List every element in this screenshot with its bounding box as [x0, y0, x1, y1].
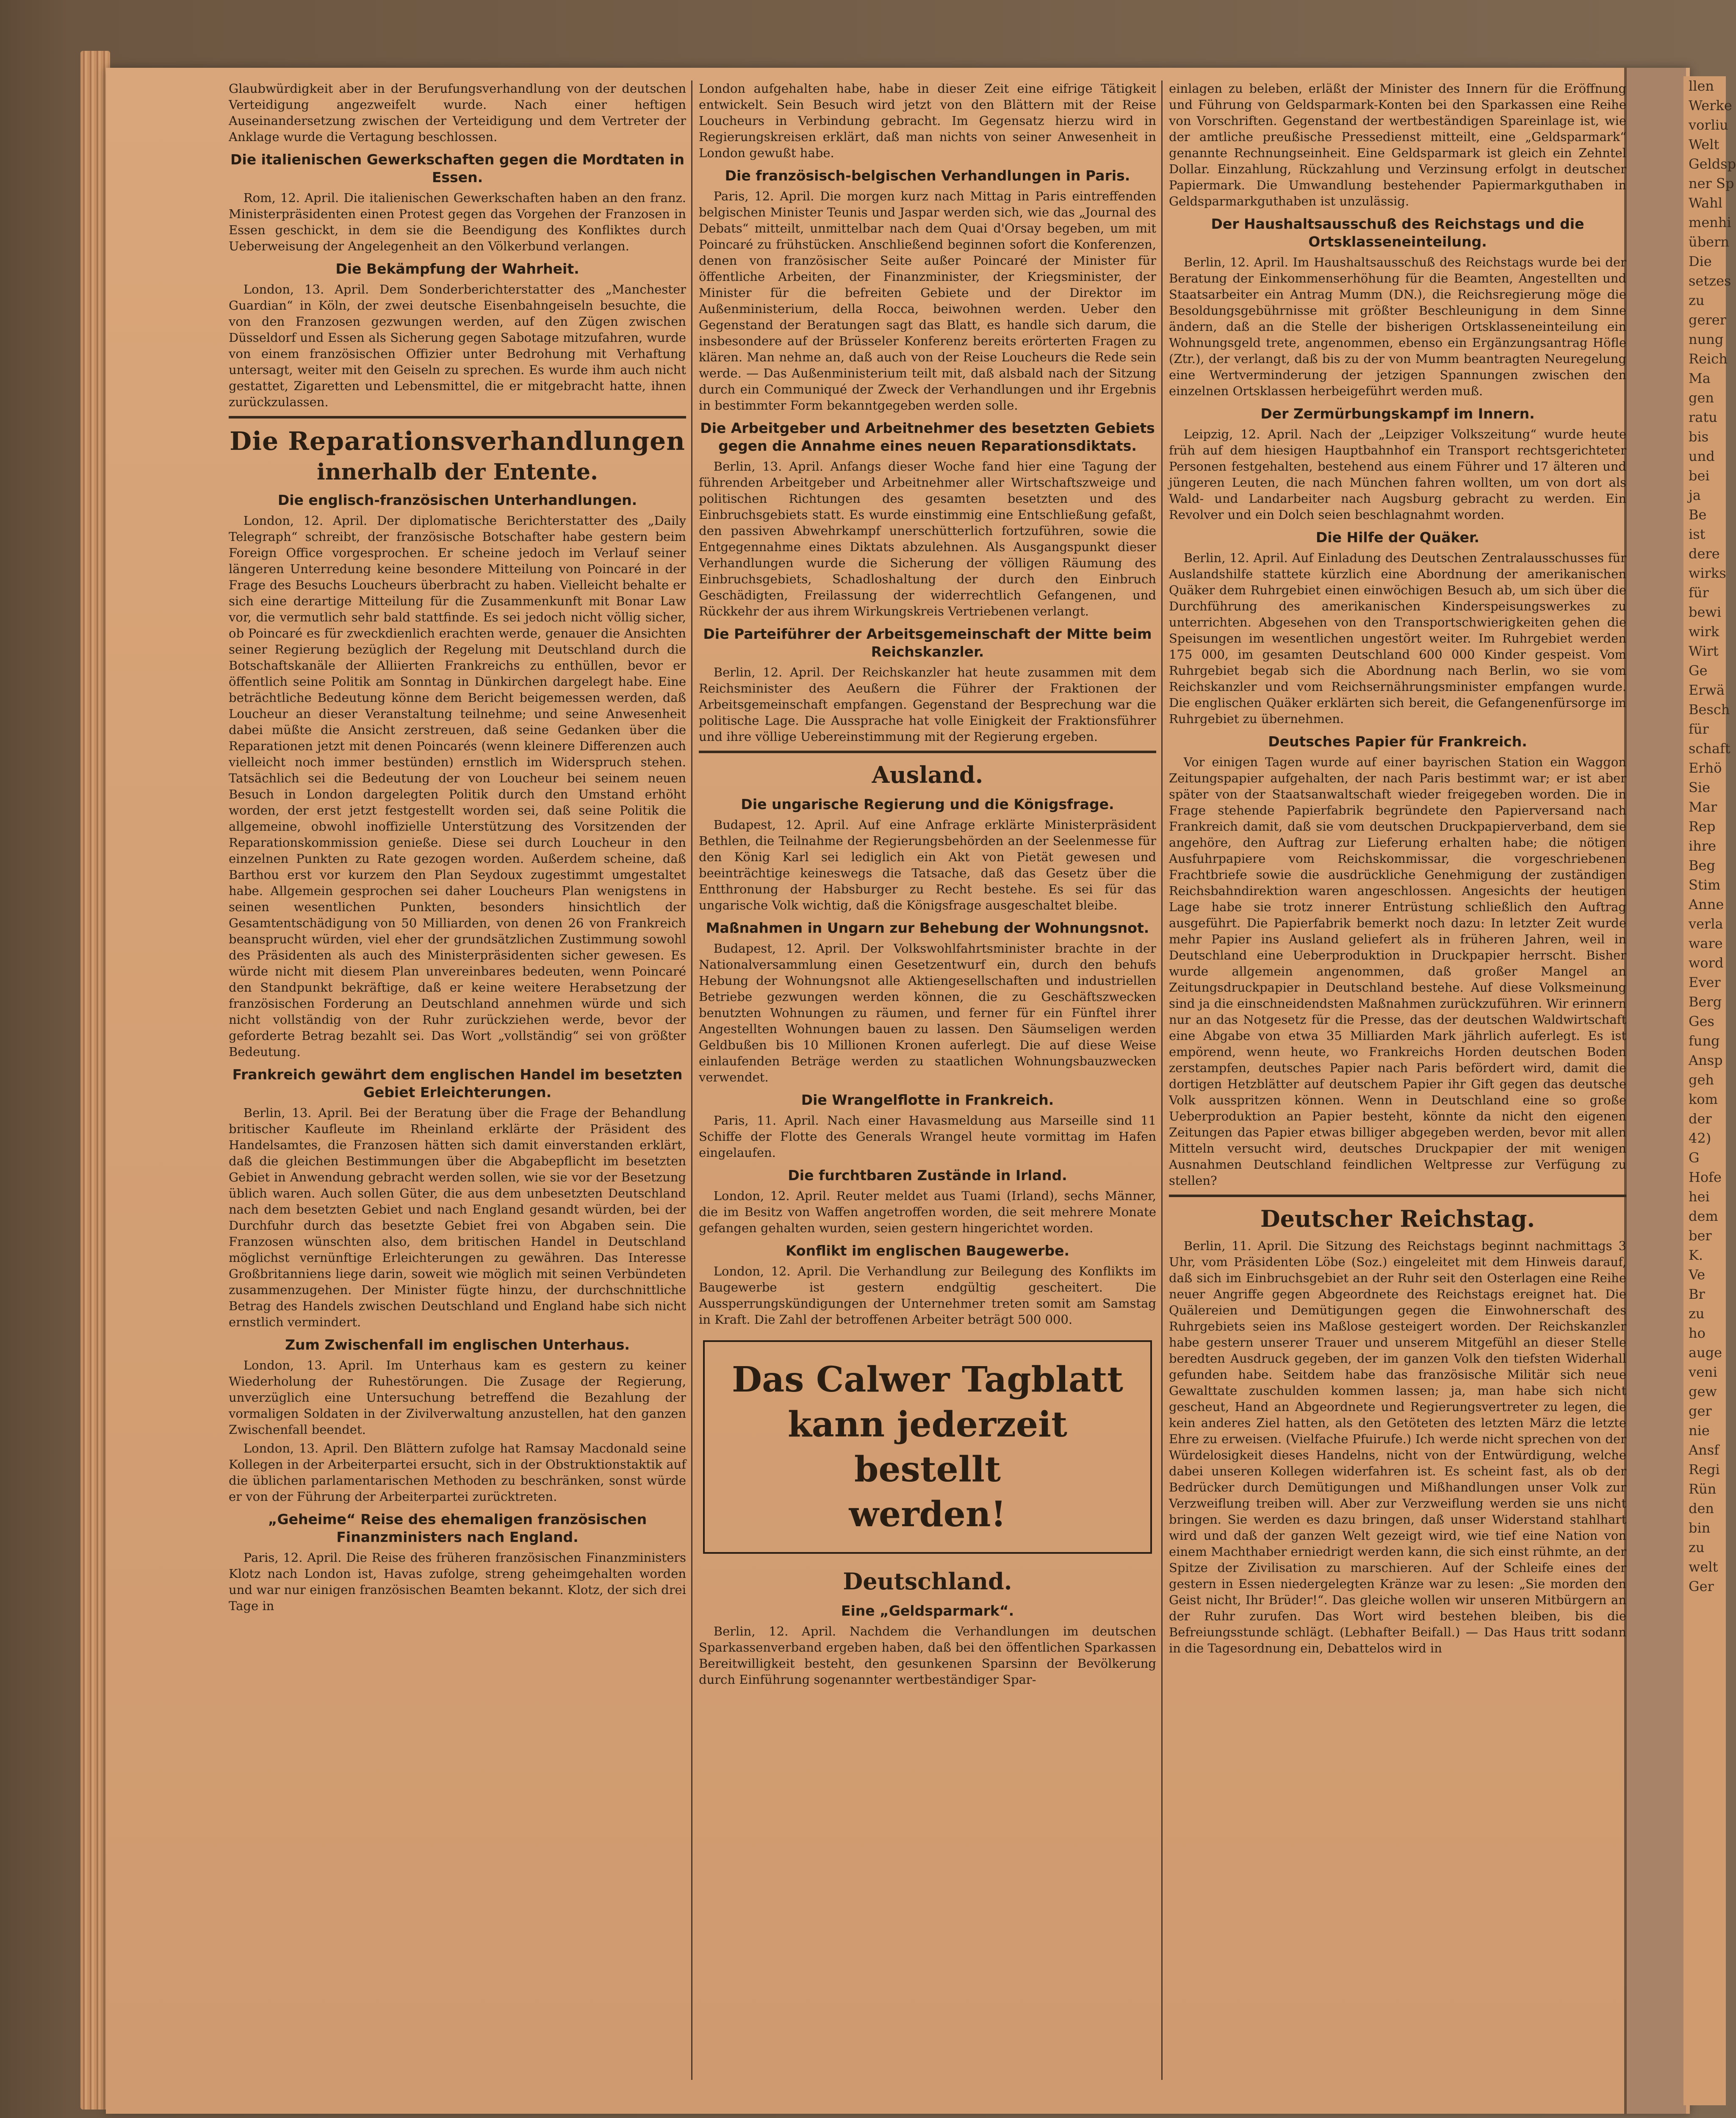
adjacent-page-word: ihre: [1689, 838, 1717, 854]
adjacent-page-word: ist: [1689, 526, 1706, 542]
article-text: Rom, 12. April. Die italienischen Gewerkschaften haben an den franz. Ministerpräsidenten einen Protest gegen das Vorgehen der Franzosen in Essen geschickt, in dem sie die Beendigung des Konfliktes durch Ueberweisung der Angelegenheit an den Völkerbund verlangen.: [229, 191, 686, 253]
headline: „Geheime“ Reise des ehemaligen französischen Finanzministers nach England.: [268, 1511, 647, 1545]
article-text: London, 12. April. Die Verhandlung zur Beilegung des Konflikts im Baugewerbe ist gestern endgültig gescheitert. Die Aussperrungskündigungen der Unternehmer treten somit am Samstag in Kraft. Die Zahl der betroffenen Arbeiter beträgt 500 000.: [699, 1264, 1156, 1327]
adjacent-page-word: zu: [1689, 292, 1705, 308]
adjacent-page-word: verla: [1689, 916, 1723, 932]
adjacent-page-word: Ansf: [1689, 1442, 1719, 1458]
adjacent-page-word: Hofe: [1689, 1169, 1722, 1185]
adjacent-page-word: zu: [1689, 1539, 1705, 1555]
article-text: Glaubwürdigkeit aber in der Berufungsverhandlung von der deutschen Verteidigung angezweifelt wurde. Nach einer heftigen Auseinandersetzung zwischen der Verteidigung und dem Vertreter der Anklage wurde die Vertagung beschlossen.: [229, 81, 686, 144]
headline: Der Zermürbungskampf im Innern.: [1260, 405, 1535, 422]
adjacent-page-word: Wirt: [1689, 643, 1719, 659]
article-text: Berlin, 12. April. Der Reichskanzler hat heute zusammen mit dem Reichsminister des Aeußern die Führer der Fraktionen der Arbeitsgemeinschaft empfangen. Gegenstand der Besprechung war die politische Lage. Die Aussprache hat volle Einigkeit der Fraktionsführer und ihre völlige Uebereinstimmung mit der Regierung ergeben.: [699, 665, 1156, 744]
article-text: Vor einigen Tagen wurde auf einer bayrischen Station ein Waggon Zeitungspapier aufgehalten, der nach Paris bestimmt war; er ist aber später von der Staatsanwaltschaft wieder freigegeben worden. Die in Frage stehende Papierfabrik begründete den Papierversand nach Frankreich damit, daß sie vom deutschen Druckpapierverband, dem sie angehöre, den Auftrag zur Lieferung erhalten habe; die nötigen Ausfuhrpapiere vom Reichskommissar, die vorgeschriebenen Frachtbriefe sowie die ausdrückliche Genehmigung der zuständigen Reichsbahndirektion waren angeschlossen. Angesichts der heutigen Lage habe sie trotz innerer Entrüstung schließlich den Auftrag ausgeführt. Die Papierfabrik bemerkt noch dazu: In letzter Zeit wurde mehr Papier ins Ausland geliefert als in früheren Jahren, weil in Deutschland eine Ueberproduktion in Druckpapier herrscht. Bisher wurde allgemein angenommen, daß großer Mangel an Zeitungsdruckpapier in Deutschland bestehe. Auf diese Volksmeinung sind ja die einschneidendsten Maßnahmen zurückzuführen. Wir erinnern nur an das Notgesetz für die Presse, das der deutschen Waldwirtschaft eine Abgabe von etwa 35 Milliarden Mark jährlich auferlegt. Es ist empörend, wenn heute, wo Frankreichs Horden deutschen Boden zerstampfen, deutsches Papier nach Paris befördert wird, damit die dortigen Hetzblätter auf deutschem Papier ihr Gift gegen das deutsche Volk ausspritzen können. Wenn in Deutschland eine so große Ueberproduktion an Papier besteht, könnte da nicht den eigenen Zeitungen das Papier etwas billiger abgegeben werden, bevor mit allen Mitteln versucht wird, deutsches Druckpapier der mit wenigen Ausnahmen Deutschland feindlichen Weltpresse zur Verfügung zu stellen?: [1169, 755, 1626, 1188]
adjacent-page-word: Ve: [1689, 1267, 1706, 1283]
adjacent-page-word: bewi: [1689, 604, 1722, 620]
adjacent-page-word: veni: [1689, 1364, 1717, 1380]
adjacent-page-text: [1683, 76, 1736, 1596]
adjacent-page-word: und: [1689, 448, 1715, 464]
adjacent-page-word: Besch: [1689, 701, 1730, 718]
adjacent-page-word: Beg: [1689, 857, 1715, 873]
subscription-advertisement: [703, 1340, 1152, 1554]
adjacent-page-word: vorliu: [1689, 117, 1728, 133]
adjacent-page-word: kom: [1689, 1091, 1718, 1107]
adjacent-page-word: Be: [1689, 507, 1707, 523]
adjacent-page-word: gerer: [1689, 312, 1726, 328]
adjacent-page-word: ho: [1689, 1325, 1706, 1341]
section-divider: [699, 751, 1156, 753]
article-text: Berlin, 12. April. Auf Einladung des Deutschen Zentralausschusses für Auslandshilfe stattete kürzlich eine Abordnung der amerikanischen Quäker dem Ruhrgebiet einen einwöchigen Besuch ab, um sich über die Durchführung des amerikanischen Kinderspeisungswerkes zu unterrichten. Abgesehen von den Transportschwierigkeiten gehen die Speisungen im wesentlichen ungestört weiter. Im Ruhrgebiet werden 175 000, im gesamten Deutschland 600 000 Kinder gespeist. Vom Ruhrgebiet begab sich die Abordnung nach Berlin, wo sie vom Reichskanzler und vom Reichsernährungsminister empfangen wurde. Die englischen Quäker erklärten sich bereit, die Gefangenenfürsorge im Ruhrgebiet zu übernehmen.: [1169, 551, 1626, 726]
adjacent-page-word: Berg: [1689, 994, 1722, 1010]
article-text: Paris, 11. April. Nach einer Havasmeldung aus Marseille sind 11 Schiffe der Flotte des Generals Wrangel heute vormittag im Hafen eingelaufen.: [699, 1113, 1156, 1160]
department-title-ausland: Ausland.: [872, 761, 983, 788]
adjacent-page-word: ratu: [1689, 409, 1717, 425]
adjacent-page-word: Ger: [1689, 1578, 1714, 1594]
article-text: Berlin, 13. April. Bei der Beratung über die Frage der Behandlung britischer Kaufleute im Rheinland erklärte der Präsident des Handelsamtes, die Franzosen hätten sich damit einverstanden erklärt, daß die gleichen Bestimmungen über die Abgabepflicht im besetzten Gebiet in Anwendung gebracht werden sollen, wie sie vor der Besetzung üblich waren. Auch sollen Güter, die aus dem unbesetzten Deutschland nach dem besetzten Gebiet und nach England gesandt würden, bei der Durchfuhr durch das besetzte Gebiet frei von Abgaben sein. Die Franzosen wünschten also, dem britischen Handel in Deutschland möglichst vernünftige Erleichterungen zu gewähren. Das Interesse Großbritanniens liege darin, soweit wie möglich mit seinen Verbündeten zusammenzugehen. Der Minister fügte hinzu, der durchschnittliche Betrag des Handels zwischen Deutschland und England habe sich nicht ernstlich vermindert.: [229, 1106, 686, 1329]
adjacent-page-word: Rep: [1689, 818, 1716, 834]
adjacent-page-word: ber: [1689, 1228, 1712, 1244]
adjacent-page-word: übern: [1689, 234, 1729, 250]
adjacent-page-word: Welt: [1689, 136, 1719, 152]
adjacent-page-word: wirks: [1689, 565, 1726, 581]
adjacent-page-word: Regi: [1689, 1461, 1720, 1478]
adjacent-page-word: Sie: [1689, 779, 1711, 796]
adjacent-page-word: Ever: [1689, 974, 1721, 990]
article-text: London aufgehalten habe, habe in dieser Zeit eine eifrige Tätigkeit entwickelt. Sein Besuch wird jetzt von den Blättern mit der Reise Loucheurs in Verbindung gebracht. Im Gegensatz hierzu wird in Regierungskreisen erklärt, daß man nichts von seiner Anwesenheit in London gewußt habe.: [699, 81, 1156, 160]
article-text: London, 12. April. Der diplomatische Berichterstatter des „Daily Telegraph“ schreibt, der französische Botschafter habe gestern beim Foreign Office vorgesprochen. Er scheine jedoch im Verlauf seiner längeren Unterredung keine besondere Mitteilung von Poincaré in der Frage des Besuchs Loucheurs überbracht zu haben. Vielleicht behalte er sich eine derartige Mitteilung für die Zusammenkunft mit Bonar Law vor, die vermutlich sehr bald stattfinde. Es sei jedoch nicht völlig sicher, ob Poincaré es für zweckdienlich erachten werde, genauer die Ansichten seiner Regierung bezüglich der Regelung mit Deutschland durch die Botschaftskanäle der Alliierten Frankreichs zu enthüllen, bevor er öffentlich seine Politik am Sonntag in Dünkirchen dargelegt habe. Eine beträchtliche Bedeutung könne dem Bericht beigemessen werden, daß Loucheur an dieser Veranstaltung teilnehme; und seine Anwesenheit dabei müßte die Ansicht zerstreuen, daß seine Gedanken über die Reparationen jetzt mit denen Poincarés (wenn kleinere Differenzen auch vielleicht noch immer bestünden) ernstlich im Widerspruch stehen. Tatsächlich sei die Bedeutung der von Loucheur bei seinem neuen Besuch in London dargelegten Politik durch den Umstand erhöht worden, der erst jetzt festgestellt worden sei, daß seine Politik die allgemeine, obwohl inoffizielle Unterstützung des Vorsitzenden der Reparationskommission genieße. Diese sei durch Loucheur in den einzelnen Punkten zu Rate gezogen worden. Außerdem scheine, daß Barthou erst vor kurzem den Plan Seydoux zugestimmt umgestaltet habe. Allgemein gesprochen sei daher Loucheurs Plan wenigstens in seinen wesentlichen Punkten, besonders hinsichtlich der Gesamtentschädigung von 50 Milliarden, von denen 26 von Frankreich beansprucht würden, viel eher der grundsätzlichen Zustimmung sowohl des Präsidenten als auch des Ministerpräsidenten sicher gewesen. Es würde nicht mit diesem Plan unvereinbares bedeuten, wenn Poincaré den Standpunkt bekräftige, daß er keine weitere Herabsetzung der französischen Forderung an Deutschland annehmen würde und sich nicht vollständig von der Ruhr zurückziehen werde, bevor der geforderte Betrag bezahlt sei. Das Wort „vollständig“ sei von größter Bedeutung.: [229, 513, 686, 1059]
adjacent-page-word: ger: [1689, 1403, 1712, 1419]
adjacent-page-word: Ansp: [1689, 1052, 1723, 1068]
section-subtitle: innerhalb der Entente.: [316, 459, 598, 485]
adjacent-page-word: wirk: [1689, 624, 1719, 640]
adjacent-page-word: Anne: [1689, 896, 1724, 912]
adjacent-page-word: Geldsp: [1689, 156, 1736, 172]
adjacent-page-word: Reich: [1689, 351, 1728, 367]
section-divider: [1169, 1195, 1626, 1197]
article-text: London, 13. April. Dem Sonderberichterstatter des „Manchester Guardian“ in Köln, der zwei deutsche Eisenbahngeiseln besuchte, die von den Franzosen gezwungen werden, auf den Zügen zwischen Düsseldorf und Essen als Sicherung gegen Sabotage mitzufahren, wurde von einem französischen Offizier unter Bedrohung mit Verhaftung untersagt, weiter mit den Geiseln zu sprechen. Es wurde ihm auch nicht gestattet, Zigaretten und Lebensmittel, die er mitgebracht hatte, ihnen zurückzulassen.: [229, 282, 686, 409]
article-text: London, 13. April. Im Unterhaus kam es gestern zu keiner Wiederholung der Ruhestörungen. Die Zusage der Regierung, unverzüglich eine Untersuchung betreffend die Bezahlung der vormaligen Soldaten in der Zivilverwaltung anzustellen, hat den ganzen Zwischenfall beendet.: [229, 1358, 686, 1437]
column-2: [699, 80, 1156, 2080]
adjacent-page-fragment: [1683, 76, 1736, 2105]
adjacent-page-word: ner Sp: [1689, 175, 1734, 191]
adjacent-page-word: Stim: [1689, 877, 1721, 893]
headline: Zum Zwischenfall im englischen Unterhaus.: [285, 1336, 630, 1353]
adjacent-page-word: setzes: [1689, 273, 1731, 289]
adjacent-page-word: Rün: [1689, 1481, 1717, 1497]
adjacent-page-word: Ges: [1689, 1013, 1714, 1029]
headline: Die Parteiführer der Arbeitsgemeinschaft der Mitte beim Reichskanzler.: [703, 626, 1152, 660]
adjacent-page-word: gen: [1689, 390, 1714, 406]
headline: Die italienischen Gewerkschaften gegen die Mordtaten in Essen.: [230, 151, 684, 186]
headline: Konflikt im englischen Baugewerbe.: [785, 1242, 1070, 1259]
article-text: Budapest, 12. April. Der Volkswohlfahrtsminister brachte in der Nationalversammlung einen Gesetzentwurf ein, durch den behufs Hebung der Wohnungsnot alle Aktiengesellschaften und industriellen Betriebe gezwungen werden können, die zu Geschäftszwecken benutzten Wohnungen zu räumen, und ferner für ein Fünftel ihrer Angestellten Wohnungen bauen zu lassen. Den Säumseligen werden Geldbußen bis 10 Millionen Kronen auferlegt. Die auf diese Weise einlaufenden Beträge werden zu staatlichen Wohnungsbauzwecken verwendet.: [699, 941, 1156, 1084]
adjacent-page-word: für: [1689, 721, 1709, 737]
adjacent-page-word: fung: [1689, 1033, 1720, 1049]
adjacent-page-word: der: [1689, 1111, 1712, 1127]
article-text: London, 13. April. Den Blättern zufolge hat Ramsay Macdonald seine Kollegen in der Arbeiterpartei ersucht, sich in der Obstruktionstaktik auf die üblichen parlamentarischen Methoden zu beschränken, sonst würde er von der Führung der Arbeiterpartei zurücktreten.: [229, 1441, 686, 1504]
adjacent-page-word: Ma: [1689, 370, 1711, 386]
headline: Eine „Geldsparmark“.: [841, 1602, 1014, 1619]
adjacent-page-word: bin: [1689, 1520, 1711, 1536]
section-title: Die Reparationsverhandlungen: [230, 427, 685, 456]
ad-line: werden!: [849, 1494, 1006, 1535]
article-text: Berlin, 12. April. Nachdem die Verhandlungen im deutschen Sparkassenverband ergeben haben, daß bei den öffentlichen Sparkassen Bereitwilligkeit besteht, den gesunkenen Sparsinn der Bevölkerung durch Einführung sogenannter wertbeständiger Spar-: [699, 1624, 1156, 1687]
adjacent-page-word: nie: [1689, 1422, 1710, 1439]
adjacent-page-word: menhi: [1689, 214, 1731, 230]
adjacent-page-word: für: [1689, 585, 1709, 601]
adjacent-page-word: schaft: [1689, 740, 1730, 757]
section-divider: [229, 416, 686, 419]
adjacent-page-word: den: [1689, 1500, 1714, 1516]
adjacent-page-word: llen: [1689, 78, 1714, 94]
adjacent-page-word: Erwä: [1689, 682, 1725, 698]
book-binding: [1624, 68, 1686, 2114]
adjacent-page-word: bis: [1689, 429, 1709, 445]
adjacent-page-word: Die: [1689, 253, 1712, 269]
headline: Die furchtbaren Zustände in Irland.: [788, 1167, 1067, 1184]
article-text: London, 12. April. Reuter meldet aus Tuami (Irland), sechs Männer, die im Besitz von Waffen angetroffen worden, die seit mehrere Monate gefangen gehalten wurden, seien gestern hingerichtet worden.: [699, 1189, 1156, 1235]
column-3: [1169, 80, 1626, 2080]
adjacent-page-word: ware: [1689, 935, 1723, 951]
article-text: einlagen zu beleben, erläßt der Minister des Innern für die Eröffnung und Führung von Geldsparmark-Konten bei den Sparkassen eine Reihe von Vorschriften. Gegenstand der wertbeständigen Spareinlage ist, wie der amtliche preußische Pressedienst mitteilt, eine „Geldsparmark“ genannte Rechnungseinheit. Eine Geldsparmark ist gleich ein Zehntel Dollar. Einzahlung, Rückzahlung und Verzinsung erfolgt in deutscher Papiermark. Die Umwandlung bestehender Papiermarkguthaben in Geldsparmarkguthaben ist unzulässig.: [1169, 81, 1626, 208]
column-rule-1: [691, 80, 692, 2080]
adjacent-page-word: K.: [1689, 1247, 1703, 1263]
headline: Die ungarische Regierung und die Königsfrage.: [741, 796, 1114, 812]
headline: Die Bekämpfung der Wahrheit.: [335, 261, 579, 277]
adjacent-page-word: 42): [1689, 1130, 1711, 1146]
article-text: Paris, 12. April. Die Reise des früheren französischen Finanzministers Klotz nach London ist, Havas zufolge, streng geheimgehalten worden und war nur einigen französischen Beamten bekannt. Klotz, der sich drei Tage in: [229, 1550, 686, 1613]
headline: Frankreich gewährt dem englischen Handel im besetzten Gebiet Erleichterungen.: [232, 1066, 683, 1101]
article-text: Berlin, 11. April. Die Sitzung des Reichstags beginnt nachmittags 3 Uhr, vom Präsidenten Löbe (Soz.) eingeleitet mit dem Hinweis darauf, daß sich im Einbruchsgebiet an der Ruhr seit den Osterlagen eine Reihe neuer Angriffe gegen Abgeordnete des Reichstags ereignet hat. Die Quälereien und Demütigungen gegen die Einwohnerschaft des Ruhrgebiets seien ins Maßlose gesteigert worden. Der Reichskanzler habe gestern unserer Trauer und unserem Mitgefühl an dieser Stelle beredten Ausdruck gegeben, der im ganzen Volk den tiefsten Widerhall gefunden habe. Seitdem habe das französische Militär sich neue Gewalttate zuschulden kommen lassen; ja, man habe sich nicht gescheut, Hand an Abgeordnete und Regierungsvertreter zu legen, die kein anderes Ziel hatten, als den Getöteten des letzten März die letzte Ehre zu erweisen. (Vielfache Pfuirufe.) Ich werde nicht sprechen von der Würdelosigkeit dieses Handelns, nicht von der Entwürdigung, welche dabei unseren Kollegen widerfahren ist. Es scheint fast, als ob der Bedrücker durch Demütigungen und Mißhandlungen unser Volk zur Verzweiflung treiben will. Aber zur Verzweiflung werden sie uns nicht bringen. Sie werden es dazu bringen, daß unser Widerstand stahlhart wird und daß der ganzen Welt gezeigt wird, wie tief eine Nation von einem Machthaber erniedrigt werden kann, die sich einst rühmte, an der Spitze der Zivilisation zu marschieren. Auf der Schleife eines der gestern in Essen niedergelegten Kränze war zu lesen: „Sie morden den Geist nicht, Ihr Brüder!“. Das gleiche wollen wir unseren Mitbürgern an der Ruhr zurufen. Das Wort wird bestehen bleiben, bis die Befreiungsstunde schlägt. (Lebhafter Beifall.) — Das Haus tritt sodann in die Tagesordnung ein, Debattelos wird in: [1169, 1239, 1626, 1655]
adjacent-page-word: auge: [1689, 1345, 1722, 1361]
headline: Der Haushaltsausschuß des Reichstags und die Ortsklasseneinteilung.: [1211, 216, 1584, 250]
adjacent-page-word: welt: [1689, 1559, 1718, 1575]
adjacent-page-word: gew: [1689, 1383, 1717, 1400]
adjacent-page-word: Br: [1689, 1286, 1705, 1302]
adjacent-page-word: ja: [1689, 487, 1701, 503]
column-1: [229, 80, 686, 2080]
adjacent-page-word: dere: [1689, 546, 1720, 562]
adjacent-page-word: Mar: [1689, 799, 1717, 815]
adjacent-page-word: word: [1689, 955, 1724, 971]
adjacent-page-word: G: [1689, 1150, 1700, 1166]
article-text: Berlin, 12. April. Im Haushaltsausschuß des Reichstags wurde bei der Beratung der Einkommenserhöhung für die Beamten, Angestellten und Staatsarbeiter ein Antrag Mumm (DN.), die Reichsregierung möge die Besoldungsgebührnisse mit größter Beschleunigung in dem Sinne ändern, daß an die Stelle der bisherigen Ortsklasseneinteilung ein Wohnungsgeld trete, angenommen, ebenso ein Ergänzungsantrag Höfle (Ztr.), der verlangt, daß bis zu der von Mumm beantragten Neuregelung eine Wertverminderung der jetzigen Spannungen zwischen den einzelnen Ortsklassen herbeigeführt werden muß.: [1169, 255, 1626, 398]
adjacent-page-word: geh: [1689, 1072, 1714, 1088]
adjacent-page-word: Werke: [1689, 97, 1732, 114]
ad-line: kann jederzeit bestellt: [787, 1404, 1068, 1490]
article-text: Berlin, 13. April. Anfangs dieser Woche fand hier eine Tagung der führenden Arbeitgeber und Arbeitnehmer aller Wirtschaftszweige und politischen Richtungen des gesamten besetzten und des Einbruchsgebiets statt. Es wurde einstimmig eine Entschließung gefaßt, den passiven Abwehrkampf unerschütterlich fortzuführen, sowie die Entgegennahme eines Diktats abzulehnen. Als Ausgangspunkt dieser Verhandlungen wurde die Sicherung der völligen Räumung des Einbruchsgebiets, Schadloshaltung der durch den Einbruch Geschädigten, Freilassung der widerrechtlich Gefangenen, und Rückkehr der aus ihrem Wirkungskreis Vertriebenen verlangt.: [699, 459, 1156, 618]
headline: Deutsches Papier für Frankreich.: [1268, 733, 1527, 750]
headline: Die Wrangelflotte in Frankreich.: [801, 1092, 1054, 1108]
headline: Die englisch-französischen Unterhandlungen.: [277, 492, 637, 508]
article-text: Paris, 12. April. Die morgen kurz nach Mittag in Paris eintreffenden belgischen Minister Teunis und Jaspar werden sich, wie das „Journal des Debats“ mitteilt, unmittelbar nach dem Quai d'Orsay begeben, um mit Poincaré zu frühstücken. Anschließend beginnen sofort die Konferenzen, denen von französischer Seite außer Poincaré der Minister für öffentliche Arbeiten, der Finanzminister, der Kriegsminister, der Minister für die befreiten Gebiete und der Direktor im Außenministerium, della Rocca, beiwohnen werden. Ueber den Gegenstand der Beratungen sagt das Blatt, es handle sich darum, die insbesondere auf der Brüsseler Konferenz bereits erörterten Fragen zu klären. Man nehme an, daß auch von der Reise Loucheurs die Rede sein werde. — Das Außenministerium teilt mit, daß alsbald nach der Sitzung durch ein Communiqué der Zweck der Verhandlungen und ihr Ergebnis in bestimmter Form bekanntgegeben werden solle.: [699, 189, 1156, 413]
headline: Die französisch-belgischen Verhandlungen in Paris.: [725, 167, 1130, 184]
adjacent-page-word: dem: [1689, 1208, 1718, 1224]
department-title-deutschland: Deutschland.: [843, 1568, 1012, 1595]
article-text: Leipzig, 12. April. Nach der „Leipziger Volkszeitung“ wurde heute früh auf dem hiesigen Hauptbahnhof ein Transport rechtsgerichteter Personen festgehalten, bestehend aus einem Führer und 17 älteren und jüngeren Leuten, die nach München fahren wollten, um von dort als Wald- und Landarbeiter nach Augsburg gebracht zu werden. Ein Revolver und ein Dolch seien beschlagnahmt worden.: [1169, 427, 1626, 522]
adjacent-page-word: zu: [1689, 1306, 1705, 1322]
adjacent-page-word: hei: [1689, 1189, 1710, 1205]
ad-line: Das Calwer Tagblatt: [731, 1359, 1124, 1400]
adjacent-page-word: Erhö: [1689, 760, 1722, 776]
headline: Die Hilfe der Quäker.: [1315, 529, 1480, 546]
headline: Die Arbeitgeber und Arbeitnehmer des besetzten Gebiets gegen die Annahme eines neuen Reparationsdiktats.: [700, 420, 1155, 454]
adjacent-page-word: bei: [1689, 468, 1710, 484]
department-title-reichstag: Deutscher Reichstag.: [1260, 1205, 1535, 1232]
article-text: Budapest, 12. April. Auf eine Anfrage erklärte Ministerpräsident Bethlen, die Teilnahme der Regierungsbehörden an der Seelenmesse für den König Karl sei lediglich ein Akt von Pietät gewesen und beeinträchtige keineswegs die Tatsache, daß das Gesetz über die Entthronung der Habsburger zu Recht bestehe. Es sei für das ungarische Volk wichtig, daß die Königsfrage ausgeschaltet bleibe.: [699, 818, 1156, 912]
adjacent-page-word: nung: [1689, 331, 1724, 347]
headline: Maßnahmen in Ungarn zur Behebung der Wohnungsnot.: [706, 920, 1149, 936]
adjacent-page-word: Wahl: [1689, 195, 1723, 211]
column-rule-2: [1161, 80, 1163, 2080]
adjacent-page-word: Ge: [1689, 663, 1708, 679]
